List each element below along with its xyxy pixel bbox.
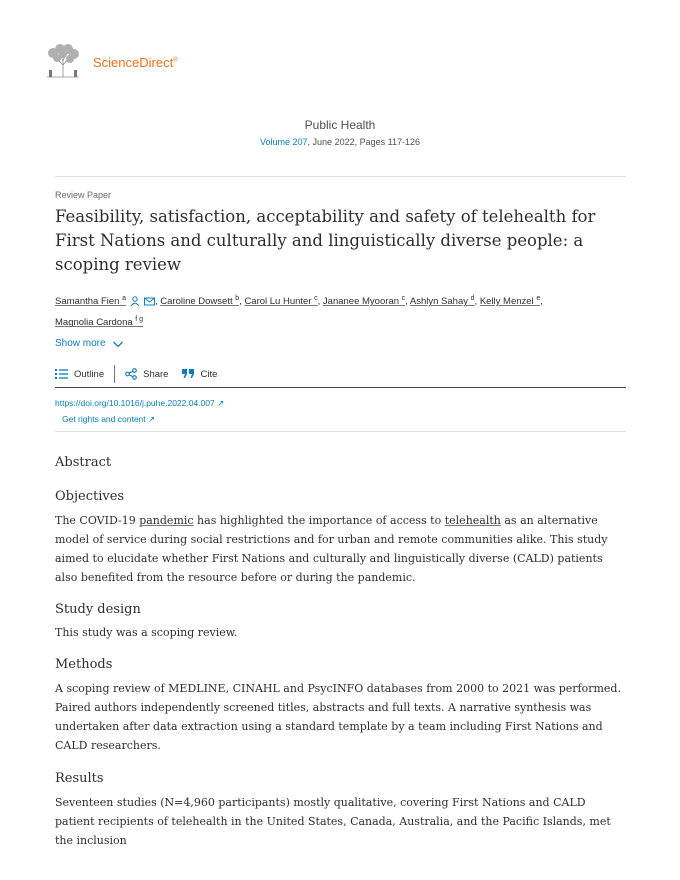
author-name: Carol Lu Hunter [244, 296, 315, 308]
author-name: Kelly Menzel [479, 296, 537, 308]
results-heading: Results [55, 771, 104, 786]
outline-label: Outline [74, 368, 105, 380]
objectives-text-mid: has highlighted the importance of access to [193, 514, 445, 527]
author-affiliation: c [314, 295, 318, 302]
article-type: Review Paper [55, 190, 112, 200]
toolbar-divider [114, 365, 115, 383]
brand-mark: ® [173, 57, 178, 64]
author-affiliation: d [470, 295, 475, 302]
show-more-button[interactable] [55, 338, 124, 349]
results-text: Seventeen studies (N=4,960 participants) mostly qualitative, covering First Nations and CALD patient recipients of telehealth in the United States, Canada, Australia, and the Pacific Islands, met the inclusion [55, 796, 611, 847]
author-affiliation: e [536, 295, 541, 302]
telehealth-link[interactable]: telehealth [444, 514, 501, 527]
journal-info [0, 118, 680, 147]
email-icon[interactable] [144, 296, 155, 306]
author-affiliation: a [122, 295, 126, 302]
cite-label: Cite [200, 368, 218, 380]
author-link[interactable] [55, 317, 143, 328]
author-list: Samantha Fien $^a$ , Caroline Dowsett $^b$, Carol Lu Hunter $^c$, Jananee Myooran $^c$, Ashlyn Sahay $^d$, Kelly Menzel $^e$, Magnolia Cardona $^{f g}$ [55, 295, 543, 329]
rights-link[interactable]: Get rights and content ↗ [62, 414, 156, 424]
quote-icon [182, 369, 194, 379]
author-link[interactable] [160, 296, 239, 307]
article-toolbar [55, 364, 217, 384]
outline-list-icon [55, 368, 68, 380]
author-affiliation: f g [135, 316, 144, 324]
outline-button[interactable] [55, 368, 104, 380]
pandemic-link[interactable]: pandemic [139, 514, 194, 527]
journal-issue-meta [0, 137, 680, 147]
article-title: Feasibility, satisfaction, acceptability and safety of telehealth for First Nations and culturally and linguistically diverse people: a scoping review [55, 207, 596, 274]
issue-date: , June 2022 [307, 137, 355, 147]
abstract-section [55, 455, 627, 850]
methods-text: A scoping review of MEDLINE, CINAHL and PsycINFO databases from 2000 to 2021 was performed. Paired authors independently screened titles, abstracts and full texts. A narrative synthesis was undertaken after data extraction using a standard template by a team including First Nations and CALD researchers. [55, 682, 621, 752]
sciencedirect-header[interactable] [43, 43, 178, 79]
author-link[interactable] [480, 296, 540, 307]
header-divider [55, 176, 626, 177]
person-icon[interactable] [130, 296, 140, 306]
author-link[interactable] [55, 296, 126, 307]
author-name: Magnolia Cardona [55, 317, 136, 329]
objectives-text [55, 511, 627, 587]
page-range: , Pages 117-126 [354, 137, 420, 147]
objectives-text-start: The COVID-19 [55, 514, 140, 527]
objectives-text-end: as an alternative model of service during social restrictions and for urban and remote communities alike. This study aimed to elucidate whether First Nations and culturally and linguistically diverse (CALD) patients also benefited from the resource before or during the pandemic. [55, 514, 608, 584]
study-design-heading: Study design [55, 602, 141, 617]
author-affiliation: b [235, 295, 240, 302]
share-icon [125, 368, 137, 380]
doi-divider [55, 431, 626, 432]
methods-heading: Methods [55, 657, 113, 672]
author-link[interactable] [323, 296, 405, 307]
chevron-down-icon [112, 339, 124, 349]
author-affiliation: c [401, 295, 406, 302]
show-more-label: Show more [55, 338, 106, 349]
author-name: Samantha Fien [55, 296, 123, 308]
author-link[interactable] [244, 296, 317, 307]
journal-name[interactable]: Public Health [304, 118, 376, 132]
doi-link[interactable]: https://doi.org/10.1016/j.puhe.2022.04.007 ↗ [55, 398, 225, 408]
objectives-heading: Objectives [55, 489, 125, 504]
volume-link[interactable]: Volume 207 [260, 137, 308, 147]
abstract-heading: Abstract [55, 455, 112, 470]
author-name: Caroline Dowsett [160, 296, 236, 308]
study-design-text: This study was a scoping review. [55, 626, 238, 639]
author-name: Jananee Myooran [322, 296, 402, 308]
share-button[interactable] [125, 368, 168, 380]
author-link[interactable] [410, 296, 475, 307]
doi-block [55, 395, 224, 427]
share-label: Share [143, 368, 169, 380]
cite-button[interactable] [182, 369, 217, 380]
author-name: Ashlyn Sahay [409, 296, 471, 308]
brand-name: ScienceDirect [93, 54, 174, 70]
toolbar-divider-line [55, 387, 626, 388]
elsevier-tree-logo-icon [43, 43, 83, 79]
sciencedirect-brand[interactable] [93, 55, 178, 70]
